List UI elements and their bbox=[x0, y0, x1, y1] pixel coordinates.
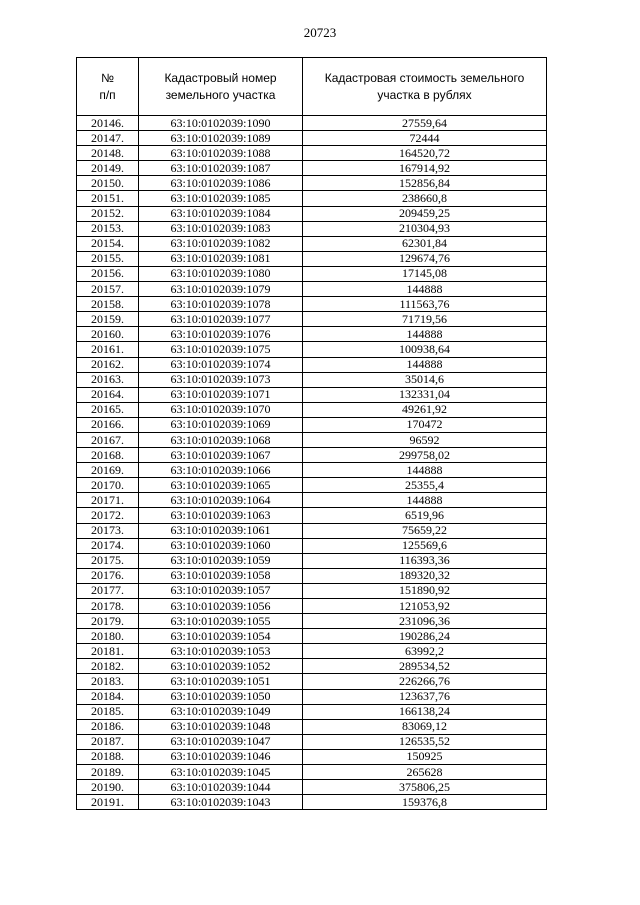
cadastral-value-cell: 159376,8 bbox=[303, 795, 547, 810]
cadastral-value-cell: 100938,64 bbox=[303, 342, 547, 357]
cadastral-number-cell: 63:10:0102039:1065 bbox=[139, 478, 303, 493]
cadastral-number-cell: 63:10:0102039:1058 bbox=[139, 568, 303, 583]
cadastral-value-cell: 129674,76 bbox=[303, 251, 547, 266]
table-row bbox=[77, 644, 547, 659]
cadastral-value-cell: 96592 bbox=[303, 432, 547, 447]
cadastral-number-cell: 63:10:0102039:1067 bbox=[139, 448, 303, 463]
row-number-cell: 20161. bbox=[77, 342, 139, 357]
table-row bbox=[77, 417, 547, 432]
cadastral-value-cell: 150925 bbox=[303, 749, 547, 764]
cadastral-value-cell: 238660,8 bbox=[303, 191, 547, 206]
table-row bbox=[77, 780, 547, 795]
table-row bbox=[77, 327, 547, 342]
row-number-cell: 20157. bbox=[77, 282, 139, 297]
cadastral-value-cell: 226266,76 bbox=[303, 674, 547, 689]
cadastral-value-cell: 167914,92 bbox=[303, 161, 547, 176]
row-number-cell: 20147. bbox=[77, 131, 139, 146]
cadastral-number-cell: 63:10:0102039:1044 bbox=[139, 780, 303, 795]
cadastral-value-cell: 17145,08 bbox=[303, 266, 547, 281]
table-body bbox=[77, 116, 547, 810]
header-row-number bbox=[77, 58, 139, 116]
header-line: Кадастровый номер bbox=[164, 70, 277, 85]
row-number-cell: 20179. bbox=[77, 614, 139, 629]
table-row bbox=[77, 297, 547, 312]
cadastral-number-cell: 63:10:0102039:1056 bbox=[139, 599, 303, 614]
row-number-cell: 20186. bbox=[77, 719, 139, 734]
row-number-cell: 20174. bbox=[77, 538, 139, 553]
cadastral-value-cell: 132331,04 bbox=[303, 387, 547, 402]
cadastral-number-cell: 63:10:0102039:1069 bbox=[139, 417, 303, 432]
table-row bbox=[77, 704, 547, 719]
row-number-cell: 20183. bbox=[77, 674, 139, 689]
table-row bbox=[77, 659, 547, 674]
table-row bbox=[77, 372, 547, 387]
table-row bbox=[77, 689, 547, 704]
cadastral-number-cell: 63:10:0102039:1045 bbox=[139, 765, 303, 780]
table-row bbox=[77, 674, 547, 689]
table-row bbox=[77, 795, 547, 810]
header-line: № bbox=[101, 70, 114, 85]
row-number-cell: 20162. bbox=[77, 357, 139, 372]
table-header-row bbox=[77, 58, 547, 116]
row-number-cell: 20164. bbox=[77, 387, 139, 402]
cadastral-number-cell: 63:10:0102039:1075 bbox=[139, 342, 303, 357]
cadastral-number-cell: 63:10:0102039:1043 bbox=[139, 795, 303, 810]
row-number-cell: 20156. bbox=[77, 266, 139, 281]
cadastral-number-cell: 63:10:0102039:1081 bbox=[139, 251, 303, 266]
row-number-cell: 20172. bbox=[77, 508, 139, 523]
row-number-cell: 20166. bbox=[77, 417, 139, 432]
cadastral-value-cell: 123637,76 bbox=[303, 689, 547, 704]
cadastral-value-table bbox=[76, 57, 547, 810]
table-row bbox=[77, 161, 547, 176]
table-row bbox=[77, 357, 547, 372]
row-number-cell: 20154. bbox=[77, 236, 139, 251]
cadastral-value-cell: 164520,72 bbox=[303, 146, 547, 161]
cadastral-value-cell: 166138,24 bbox=[303, 704, 547, 719]
row-number-cell: 20178. bbox=[77, 599, 139, 614]
cadastral-value-cell: 116393,36 bbox=[303, 553, 547, 568]
cadastral-number-cell: 63:10:0102039:1076 bbox=[139, 327, 303, 342]
cadastral-number-cell: 63:10:0102039:1082 bbox=[139, 236, 303, 251]
cadastral-number-cell: 63:10:0102039:1047 bbox=[139, 734, 303, 749]
row-number-cell: 20165. bbox=[77, 402, 139, 417]
cadastral-value-cell: 231096,36 bbox=[303, 614, 547, 629]
cadastral-value-cell: 144888 bbox=[303, 493, 547, 508]
row-number-cell: 20167. bbox=[77, 432, 139, 447]
cadastral-value-cell: 75659,22 bbox=[303, 523, 547, 538]
row-number-cell: 20151. bbox=[77, 191, 139, 206]
header-cadastral-number bbox=[139, 58, 303, 116]
table-row bbox=[77, 312, 547, 327]
cadastral-number-cell: 63:10:0102039:1053 bbox=[139, 644, 303, 659]
row-number-cell: 20160. bbox=[77, 327, 139, 342]
cadastral-number-cell: 63:10:0102039:1086 bbox=[139, 176, 303, 191]
table-row bbox=[77, 508, 547, 523]
row-number-cell: 20185. bbox=[77, 704, 139, 719]
cadastral-value-cell: 144888 bbox=[303, 463, 547, 478]
cadastral-value-cell: 189320,32 bbox=[303, 568, 547, 583]
table-row bbox=[77, 116, 547, 131]
table-row bbox=[77, 765, 547, 780]
row-number-cell: 20155. bbox=[77, 251, 139, 266]
row-number-cell: 20182. bbox=[77, 659, 139, 674]
table-row bbox=[77, 629, 547, 644]
cadastral-value-cell: 144888 bbox=[303, 357, 547, 372]
cadastral-number-cell: 63:10:0102039:1079 bbox=[139, 282, 303, 297]
cadastral-number-cell: 63:10:0102039:1084 bbox=[139, 206, 303, 221]
cadastral-number-cell: 63:10:0102039:1080 bbox=[139, 266, 303, 281]
row-number-cell: 20150. bbox=[77, 176, 139, 191]
cadastral-number-cell: 63:10:0102039:1074 bbox=[139, 357, 303, 372]
cadastral-value-cell: 265628 bbox=[303, 765, 547, 780]
row-number-cell: 20153. bbox=[77, 221, 139, 236]
cadastral-value-cell: 144888 bbox=[303, 327, 547, 342]
row-number-cell: 20187. bbox=[77, 734, 139, 749]
cadastral-number-cell: 63:10:0102039:1048 bbox=[139, 719, 303, 734]
row-number-cell: 20169. bbox=[77, 463, 139, 478]
cadastral-number-cell: 63:10:0102039:1052 bbox=[139, 659, 303, 674]
row-number-cell: 20176. bbox=[77, 568, 139, 583]
cadastral-value-cell: 63992,2 bbox=[303, 644, 547, 659]
cadastral-number-cell: 63:10:0102039:1078 bbox=[139, 297, 303, 312]
row-number-cell: 20146. bbox=[77, 116, 139, 131]
table-row bbox=[77, 599, 547, 614]
table-row bbox=[77, 251, 547, 266]
table-row bbox=[77, 387, 547, 402]
cadastral-value-cell: 49261,92 bbox=[303, 402, 547, 417]
row-number-cell: 20177. bbox=[77, 583, 139, 598]
table-row bbox=[77, 236, 547, 251]
cadastral-number-cell: 63:10:0102039:1070 bbox=[139, 402, 303, 417]
table-row bbox=[77, 146, 547, 161]
cadastral-value-cell: 289534,52 bbox=[303, 659, 547, 674]
cadastral-value-cell: 375806,25 bbox=[303, 780, 547, 795]
header-line: п/п bbox=[99, 87, 116, 102]
cadastral-value-cell: 27559,64 bbox=[303, 116, 547, 131]
cadastral-number-cell: 63:10:0102039:1068 bbox=[139, 432, 303, 447]
cadastral-value-cell: 83069,12 bbox=[303, 719, 547, 734]
cadastral-number-cell: 63:10:0102039:1055 bbox=[139, 614, 303, 629]
table-row bbox=[77, 176, 547, 191]
cadastral-number-cell: 63:10:0102039:1059 bbox=[139, 553, 303, 568]
cadastral-value-cell: 121053,92 bbox=[303, 599, 547, 614]
table-row bbox=[77, 478, 547, 493]
table-row bbox=[77, 221, 547, 236]
cadastral-value-cell: 190286,24 bbox=[303, 629, 547, 644]
table-row bbox=[77, 719, 547, 734]
cadastral-number-cell: 63:10:0102039:1077 bbox=[139, 312, 303, 327]
cadastral-value-cell: 125569,6 bbox=[303, 538, 547, 553]
table-row bbox=[77, 749, 547, 764]
row-number-cell: 20148. bbox=[77, 146, 139, 161]
cadastral-value-cell: 25355,4 bbox=[303, 478, 547, 493]
row-number-cell: 20180. bbox=[77, 629, 139, 644]
table-row bbox=[77, 191, 547, 206]
table-row bbox=[77, 448, 547, 463]
cadastral-number-cell: 63:10:0102039:1087 bbox=[139, 161, 303, 176]
table-row bbox=[77, 266, 547, 281]
row-number-cell: 20181. bbox=[77, 644, 139, 659]
cadastral-value-cell: 35014,6 bbox=[303, 372, 547, 387]
table-row bbox=[77, 734, 547, 749]
cadastral-number-cell: 63:10:0102039:1089 bbox=[139, 131, 303, 146]
table-row bbox=[77, 432, 547, 447]
cadastral-value-cell: 71719,56 bbox=[303, 312, 547, 327]
row-number-cell: 20173. bbox=[77, 523, 139, 538]
header-line: Кадастровая стоимость земельного bbox=[324, 70, 525, 85]
cadastral-value-cell: 6519,96 bbox=[303, 508, 547, 523]
cadastral-value-cell: 111563,76 bbox=[303, 297, 547, 312]
cadastral-number-cell: 63:10:0102039:1050 bbox=[139, 689, 303, 704]
row-number-cell: 20170. bbox=[77, 478, 139, 493]
table-row bbox=[77, 523, 547, 538]
row-number-cell: 20163. bbox=[77, 372, 139, 387]
table-row bbox=[77, 342, 547, 357]
row-number-cell: 20190. bbox=[77, 780, 139, 795]
cadastral-number-cell: 63:10:0102039:1049 bbox=[139, 704, 303, 719]
cadastral-value-cell: 209459,25 bbox=[303, 206, 547, 221]
row-number-cell: 20168. bbox=[77, 448, 139, 463]
table-row bbox=[77, 493, 547, 508]
cadastral-number-cell: 63:10:0102039:1051 bbox=[139, 674, 303, 689]
cadastral-value-cell: 152856,84 bbox=[303, 176, 547, 191]
table-row bbox=[77, 568, 547, 583]
cadastral-number-cell: 63:10:0102039:1046 bbox=[139, 749, 303, 764]
row-number-cell: 20149. bbox=[77, 161, 139, 176]
cadastral-number-cell: 63:10:0102039:1064 bbox=[139, 493, 303, 508]
table-row bbox=[77, 614, 547, 629]
cadastral-value-cell: 170472 bbox=[303, 417, 547, 432]
cadastral-number-cell: 63:10:0102039:1060 bbox=[139, 538, 303, 553]
table-row bbox=[77, 206, 547, 221]
row-number-cell: 20184. bbox=[77, 689, 139, 704]
cadastral-value-cell: 62301,84 bbox=[303, 236, 547, 251]
cadastral-number-cell: 63:10:0102039:1073 bbox=[139, 372, 303, 387]
cadastral-number-cell: 63:10:0102039:1088 bbox=[139, 146, 303, 161]
cadastral-value-cell: 126535,52 bbox=[303, 734, 547, 749]
cadastral-number-cell: 63:10:0102039:1057 bbox=[139, 583, 303, 598]
row-number-cell: 20189. bbox=[77, 765, 139, 780]
table-row bbox=[77, 583, 547, 598]
row-number-cell: 20175. bbox=[77, 553, 139, 568]
row-number-cell: 20171. bbox=[77, 493, 139, 508]
table-row bbox=[77, 463, 547, 478]
table-row bbox=[77, 553, 547, 568]
cadastral-number-cell: 63:10:0102039:1054 bbox=[139, 629, 303, 644]
cadastral-number-cell: 63:10:0102039:1083 bbox=[139, 221, 303, 236]
row-number-cell: 20191. bbox=[77, 795, 139, 810]
cadastral-number-cell: 63:10:0102039:1090 bbox=[139, 116, 303, 131]
row-number-cell: 20158. bbox=[77, 297, 139, 312]
table-row bbox=[77, 131, 547, 146]
page-number: 20723 bbox=[303, 25, 337, 40]
cadastral-number-cell: 63:10:0102039:1061 bbox=[139, 523, 303, 538]
row-number-cell: 20159. bbox=[77, 312, 139, 327]
table-row bbox=[77, 282, 547, 297]
header-line: участка в рублях bbox=[377, 87, 472, 102]
cadastral-value-cell: 144888 bbox=[303, 282, 547, 297]
cadastral-number-cell: 63:10:0102039:1063 bbox=[139, 508, 303, 523]
table-row bbox=[77, 402, 547, 417]
header-line: земельного участка bbox=[165, 87, 276, 102]
header-cadastral-value bbox=[303, 58, 547, 116]
cadastral-value-cell: 151890,92 bbox=[303, 583, 547, 598]
cadastral-number-cell: 63:10:0102039:1066 bbox=[139, 463, 303, 478]
cadastral-value-cell: 210304,93 bbox=[303, 221, 547, 236]
cadastral-value-cell: 299758,02 bbox=[303, 448, 547, 463]
table-row bbox=[77, 538, 547, 553]
cadastral-number-cell: 63:10:0102039:1071 bbox=[139, 387, 303, 402]
row-number-cell: 20188. bbox=[77, 749, 139, 764]
row-number-cell: 20152. bbox=[77, 206, 139, 221]
cadastral-value-cell: 72444 bbox=[303, 131, 547, 146]
cadastral-number-cell: 63:10:0102039:1085 bbox=[139, 191, 303, 206]
